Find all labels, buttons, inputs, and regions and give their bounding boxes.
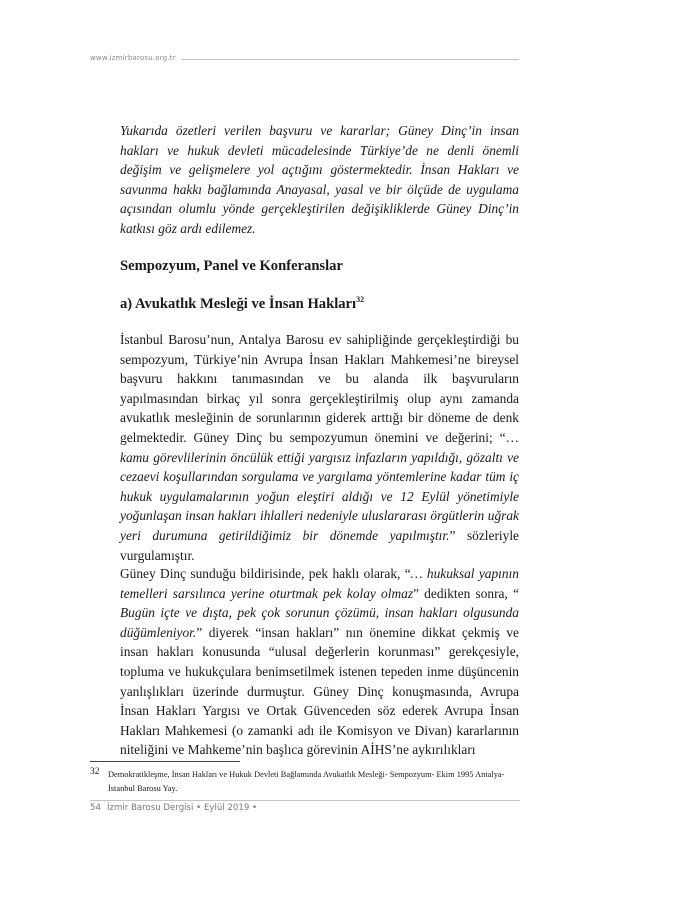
page-number: 54 (90, 803, 101, 813)
footer (90, 803, 257, 813)
paragraph-report-text-a: Güney Dinç sunduğu bildirisinde, pek haklı olarak, “ (120, 566, 411, 581)
footnote-rule (90, 761, 240, 762)
paragraph-report-quote-a: … hukuksal yapının temelleri sarsılınca yerine oturtmak pek kolay olmaz (120, 566, 519, 601)
header-rule (182, 59, 519, 60)
subsection-title: a) Avukatlık Mesleği ve İnsan Hakları (120, 296, 357, 312)
paragraph-report-text-b: ” dedikten sonra, “ (413, 585, 519, 601)
section-heading: Sempozyum, Panel ve Konferanslar (120, 258, 343, 274)
footnote-number: 32 (90, 767, 100, 777)
paragraph-symposium-text-b: ” sözleriyle vurgulamıştır. (120, 527, 519, 563)
paragraph-report-quote-b: Bugün içte ve dışta, pek çok sorunun çözümü, insan hakları olgusunda düğümleniyor. (120, 605, 519, 640)
paragraph-symposium-quote: kamu görevlilerinin öncülük ettiği yargısız infazların yapıldığı, gözaltı ve cezaevi koşullarından sorgulama ve yargılama yöntemlerine kadar tüm iç hukuk uygulamalarının yoğun eleştiri aldığı ve 12 Eylül yönetimiyle yoğunlaşan insan hakları ihlalleri nedeniyle uluslararası örgütlerin uğrak yeri durumuna getirildiğimiz bir dönemde yapılmıştır. (120, 449, 519, 543)
header-url: www.izmirbarosu.org.tr (90, 54, 176, 62)
paragraph-symposium-text-a: İstanbul Barosu’nun, Antalya Barosu ev sahipliğinde gerçekleştirdiği bu sempozyum, Türkiye’nin Avrupa İnsan Hakları Mahkemesi’ne bireysel başvuru hakkını tanımasından ve bu alanda ilk başvuruların yapılmasından birkaç yıl sonra gerçekleştirilmiş olup aynı zamanda avukatlık mesleğinin de sorunlarının giderek arttığı bir döneme de denk gelmektedir. Güney Dinç bu sempozyumun önemini ve değerini; “… (120, 332, 519, 445)
journal-name: İzmir Barosu Dergisi • Eylül 2019 • (106, 803, 258, 813)
footer-rule (90, 800, 520, 801)
footnote-reference: 32 (356, 295, 365, 304)
footnote-text: Demokratikleşme, İnsan Hakları ve Hukuk Devleti Bağlamında Avukatlık Mesleği- Sempozyum- Ekim 1995 Antalya- İstanbul Barosu Yay. (108, 770, 505, 793)
paragraph-report (120, 564, 519, 760)
intro-paragraph: Yukarıda özetleri verilen başvuru ve kararlar; Güney Dinç’in insan hakları ve hukuk devleti mücadelesinde Türkiye’de ne denli önemli değişim ve gelişmelere yol açtığını göstermektedir. İnsan Hakları ve savunma hakkı bağlamında Anayasal, yasal ve bir ölçüde de uygulama açısından olumlu yönde gerçekleştirilen değişikliklerde Güney Dinç’in katkısı göz ardı edilemez. (120, 123, 519, 236)
paragraph-report-text-c: ” diyerek “insan hakları” nın önemine dikkat çekmiş ve insan hakları konusunda “ulusal değerlerin korunması” gerekçesiyle, topluma ve hukukçulara benimsetilmek istenen tepeden inme düşüncenin yanlışlıkları üzerinde durmuştur. Güney Dinç konuşmasında, Avrupa İnsan Hakları Yargısı ve Ortak Güvenceden söz ederek Avrupa İnsan Hakları Mahkemesi (o zamanki adı ile Komisyon ve Divan) kararlarının niteliğini ve Mahkeme’nin başlıca görevinin AİHS’ne aykırılıkları (120, 624, 519, 758)
subsection-heading (120, 295, 364, 313)
paragraph-symposium (120, 330, 519, 565)
